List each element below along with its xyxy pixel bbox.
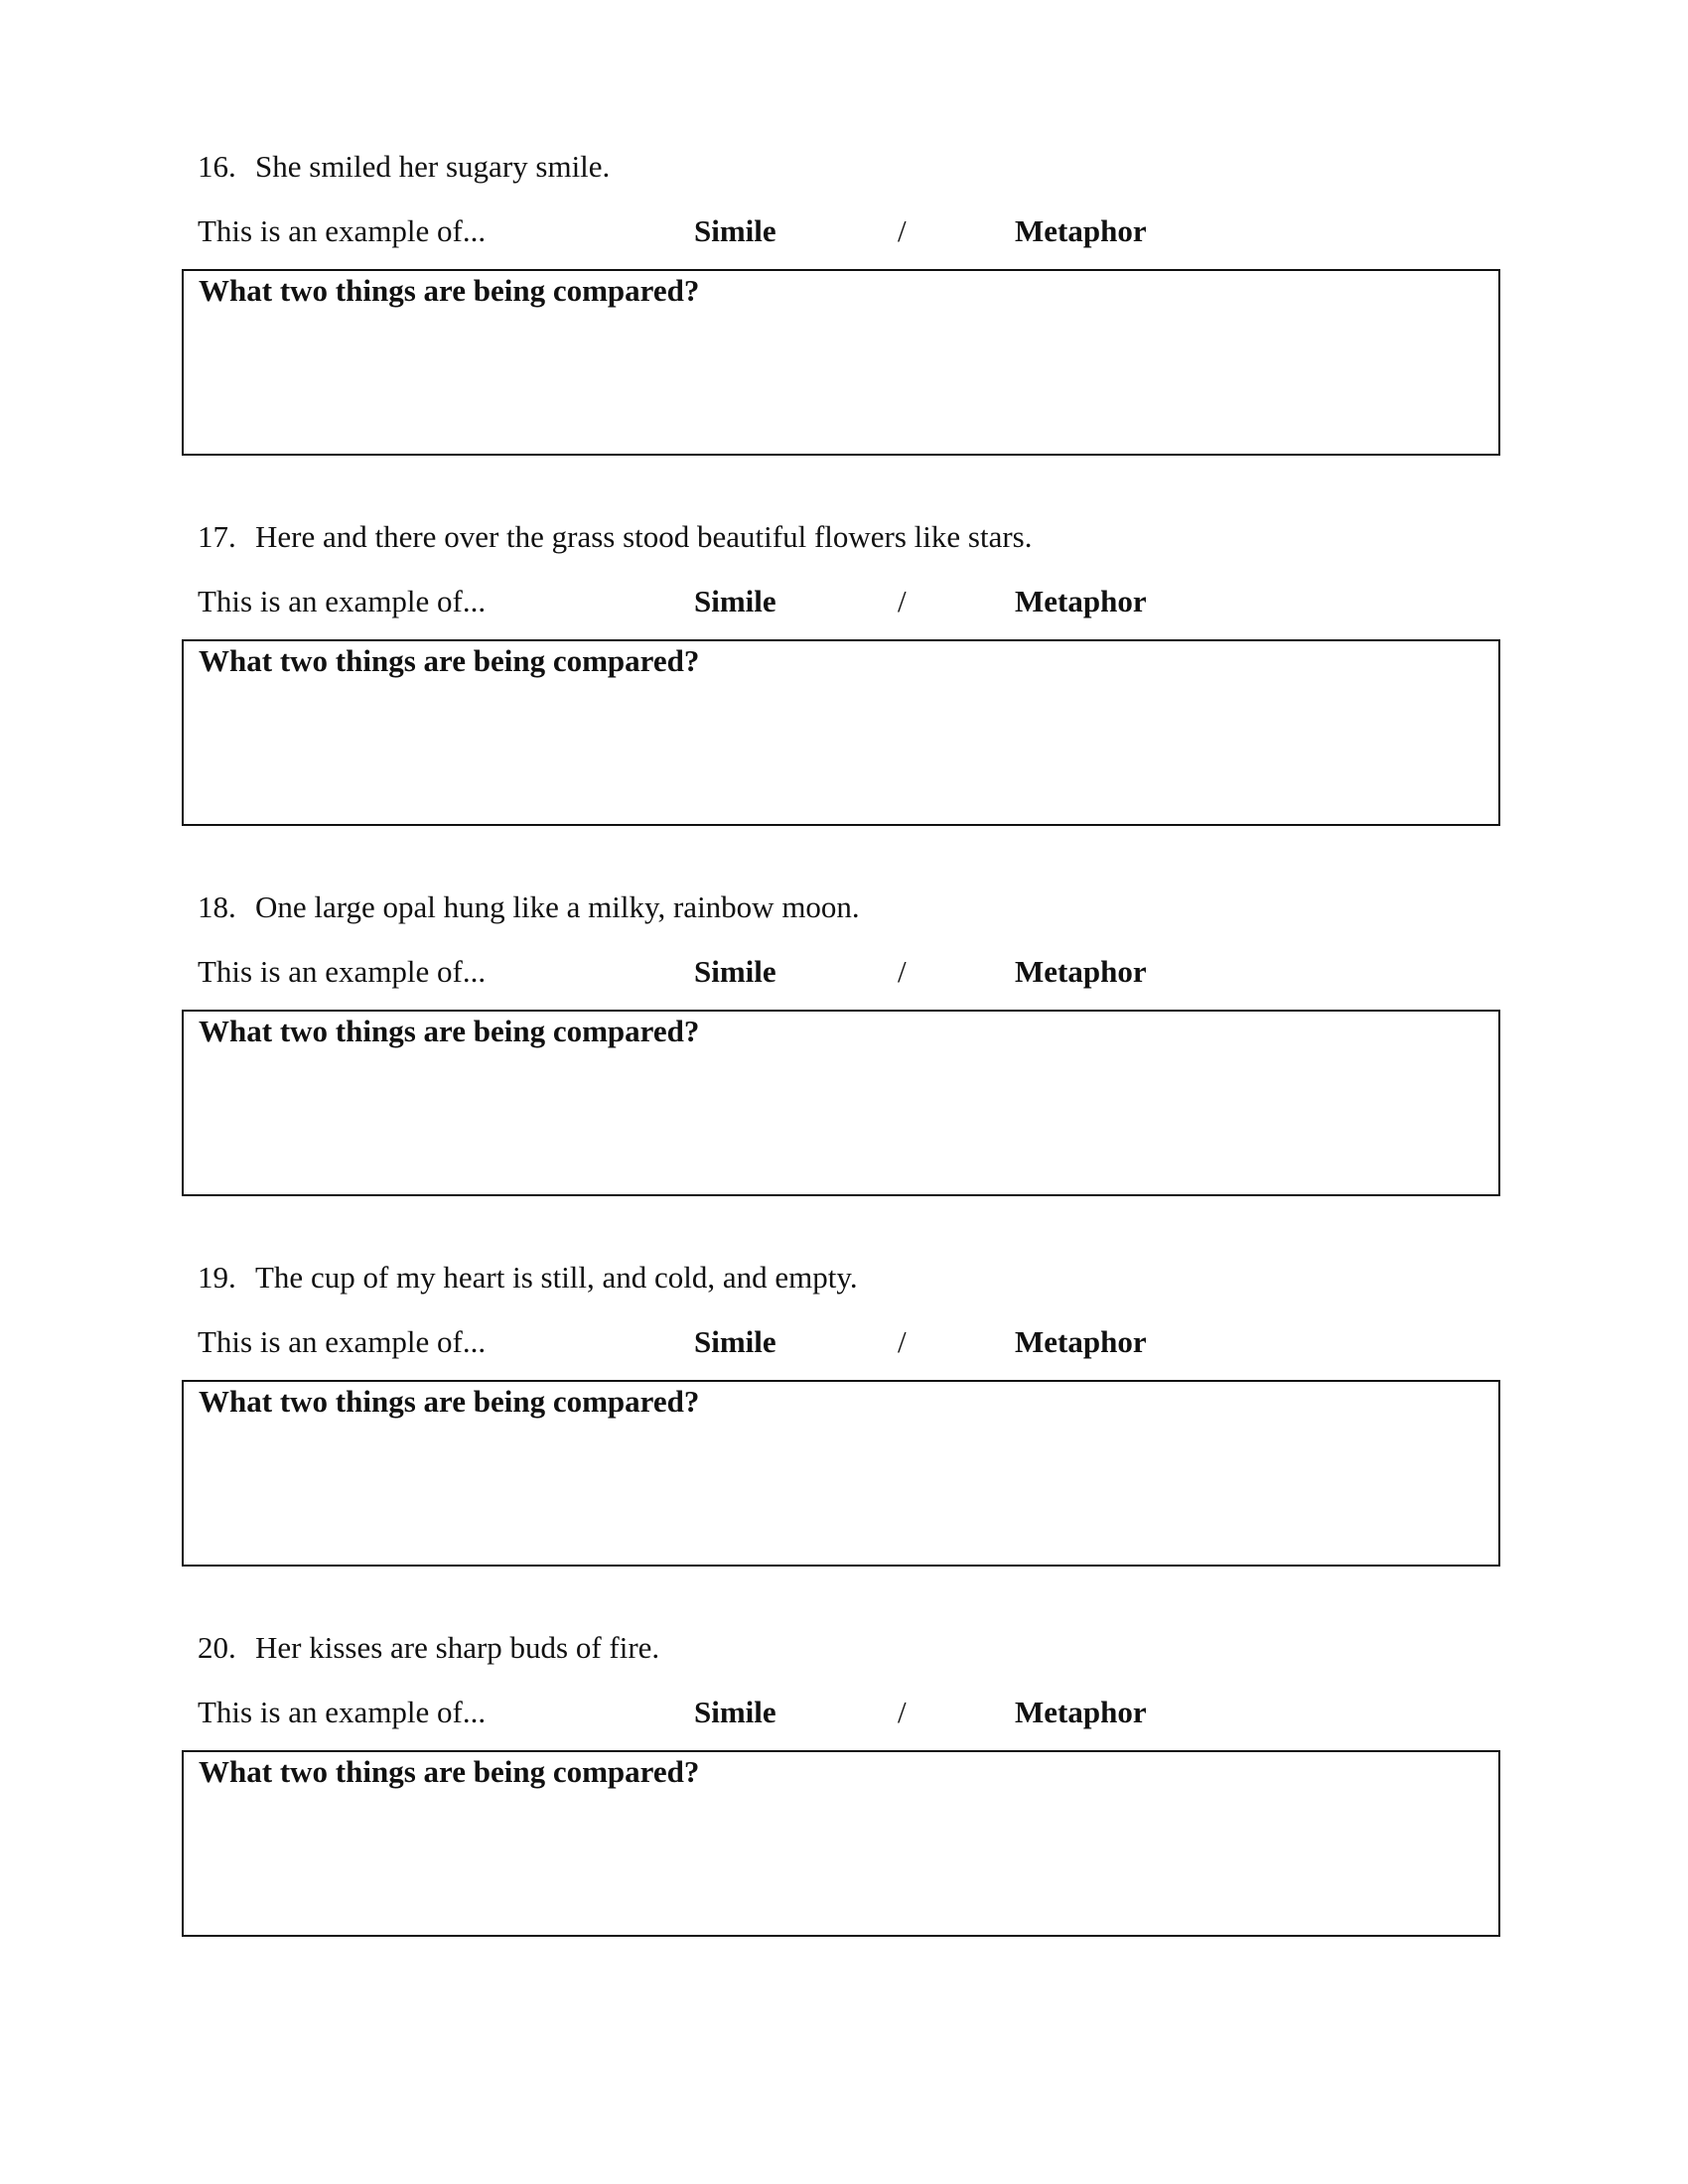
answer-box-label: What two things are being compared?	[199, 643, 700, 678]
question-text: Here and there over the grass stood beautiful flowers like stars.	[255, 519, 1033, 554]
simile-option[interactable]: Simile	[694, 1324, 776, 1359]
answer-box-label: What two things are being compared?	[199, 1384, 700, 1419]
example-prompt: This is an example of...	[198, 213, 487, 248]
option-separator: /	[898, 954, 907, 989]
question-17	[0, 370, 1688, 748]
example-prompt: This is an example of...	[198, 954, 487, 989]
metaphor-option[interactable]: Metaphor	[1015, 584, 1147, 618]
metaphor-option[interactable]: Metaphor	[1015, 954, 1147, 989]
simile-option[interactable]: Simile	[694, 584, 776, 618]
question-text: She smiled her sugary smile.	[255, 149, 611, 184]
option-separator: /	[898, 213, 907, 248]
option-separator: /	[898, 1695, 907, 1729]
option-separator: /	[898, 1324, 907, 1359]
question-18	[0, 741, 1688, 1118]
question-sentence	[198, 887, 860, 927]
question-sentence	[198, 1258, 858, 1297]
simile-option[interactable]: Simile	[694, 1695, 776, 1729]
question-19	[0, 1111, 1688, 1488]
answer-box-label: What two things are being compared?	[199, 1754, 700, 1789]
simile-option[interactable]: Simile	[694, 954, 776, 989]
option-separator: /	[898, 584, 907, 618]
example-prompt: This is an example of...	[198, 584, 487, 618]
question-text: One large opal hung like a milky, rainbow moon.	[255, 889, 860, 924]
answer-box-label: What two things are being compared?	[199, 273, 700, 308]
metaphor-option[interactable]: Metaphor	[1015, 1324, 1147, 1359]
question-sentence	[198, 147, 610, 187]
question-16	[0, 0, 1688, 377]
question-sentence	[198, 517, 1033, 557]
question-sentence	[198, 1628, 659, 1668]
question-20	[0, 1481, 1688, 1858]
question-number: 19.	[198, 1260, 236, 1295]
simile-option[interactable]: Simile	[694, 213, 776, 248]
answer-box-label: What two things are being compared?	[199, 1014, 700, 1048]
question-number: 20.	[198, 1630, 236, 1665]
question-number: 18.	[198, 889, 236, 924]
answer-box[interactable]	[182, 1750, 1500, 1937]
question-number: 16.	[198, 149, 236, 184]
example-prompt: This is an example of...	[198, 1695, 487, 1729]
question-number: 17.	[198, 519, 236, 554]
question-text: Her kisses are sharp buds of fire.	[255, 1630, 660, 1665]
metaphor-option[interactable]: Metaphor	[1015, 213, 1147, 248]
metaphor-option[interactable]: Metaphor	[1015, 1695, 1147, 1729]
example-prompt: This is an example of...	[198, 1324, 487, 1359]
question-text: The cup of my heart is still, and cold, and empty.	[255, 1260, 858, 1295]
